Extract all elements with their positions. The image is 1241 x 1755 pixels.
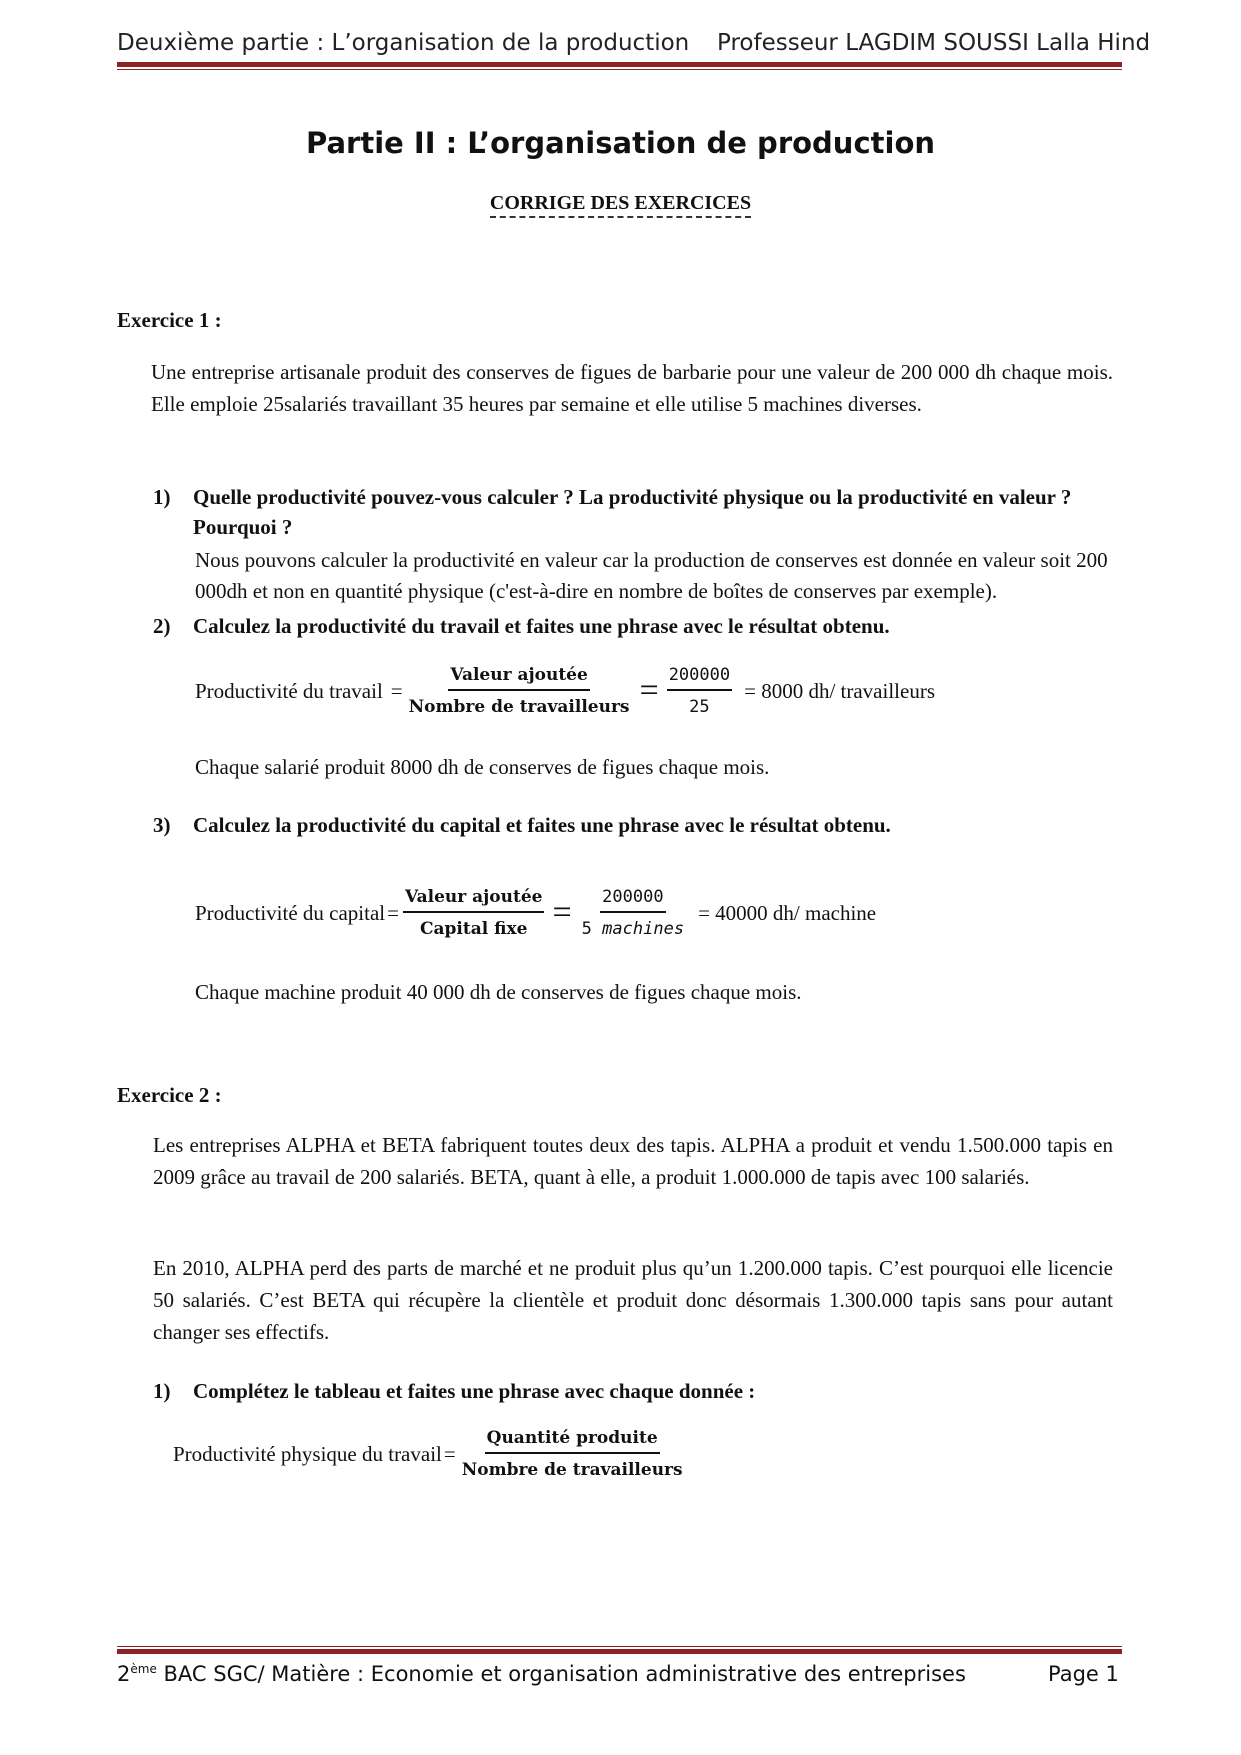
exercise-2-question-1 [153, 1376, 1143, 1406]
fraction-denominator [580, 913, 686, 939]
formula-labour-productivity [195, 665, 935, 717]
formula-label: Productivité physique du travail [173, 1441, 442, 1466]
equals-sign: = [390, 678, 403, 703]
fraction-numerator: Valeur ajoutée [448, 665, 590, 691]
footer-rule-thin [117, 1646, 1122, 1647]
exercise-2-paragraph-1: Les entreprises ALPHA et BETA fabriquent toutes deux des tapis. ALPHA a produit et vendu 1.500.000 tapis en 2009 grâce au travail de 200 salariés. BETA, quant à elle, a produit 1.000.000 de tapis avec 100 salariés. [153, 1133, 1113, 1189]
footer-course [117, 1662, 966, 1686]
question-text: Quelle productivité pouvez-vous calculer ? La productivité physique ou la productivité en valeur ? Pourquoi ? [193, 485, 1072, 539]
question-number: 1) [153, 1379, 171, 1403]
equals-sign: = [639, 672, 659, 709]
exercise-1-answer-2: Chaque salarié produit 8000 dh de conserves de figues chaque mois. [195, 755, 770, 779]
question-text: Complétez le tableau et faites une phrase avec chaque donnée : [193, 1379, 756, 1403]
page-subtitle [0, 192, 1241, 215]
formula-result: = 8000 dh/ travailleurs [744, 678, 935, 703]
fraction-quantity-per-worker [460, 1428, 685, 1480]
exercise-2-heading: Exercice 2 : [117, 1083, 222, 1107]
exercise-1-question-2 [153, 611, 1143, 641]
subtitle-text: CORRIGE DES EXERCICES [490, 192, 751, 218]
header-rule-thin [117, 69, 1122, 70]
exercise-1-statement: Une entreprise artisanale produit des conserves de figues de barbarie pour une valeur de 200 000 dh chaque mois. Elle emploie 25salariés travaillant 35 heures par semaine et elle utilise 5 machines diverses. [151, 360, 1113, 416]
fraction-denominator: Nombre de travailleurs [461, 1460, 683, 1480]
formula-physical-productivity [173, 1428, 689, 1480]
footer-level: 2 [117, 1662, 131, 1686]
question-text: Calculez la productivité du travail et faites une phrase avec le résultat obtenu. [193, 614, 890, 638]
exercise-1-answer-1: Nous pouvons calculer la productivité en valeur car la production de conserves est donnée en valeur soit 200 000dh et non en quantité physique (c'est-à-dire en nombre de boîtes de conserves par exemple). [195, 548, 1108, 603]
fraction-numerator: Valeur ajoutée [403, 887, 545, 913]
fraction-value-added-per-capital [403, 887, 545, 939]
header-rule [117, 62, 1122, 67]
formula-capital-productivity [195, 887, 876, 939]
footer-level-suffix: ème [130, 1662, 157, 1676]
machine-unit: machines [602, 919, 685, 939]
fraction-numerator: 200000 [667, 665, 732, 691]
footer-rule [117, 1649, 1122, 1654]
fraction-numerator: 200000 [600, 887, 665, 913]
fraction-denominator: 25 [689, 697, 710, 717]
question-number: 3) [153, 813, 171, 837]
machine-count: 5 [581, 919, 592, 939]
exercise-1-answer-3: Chaque machine produit 40 000 dh de conserves de figues chaque mois. [195, 980, 802, 1004]
question-number: 2) [153, 614, 171, 638]
formula-label: Productivité du travail [195, 678, 383, 703]
equals-sign: = [552, 894, 572, 931]
exercise-1-question-3 [153, 810, 1143, 840]
formula-result: = 40000 dh/ machine [698, 900, 877, 925]
fraction-denominator: Capital fixe [420, 919, 528, 939]
footer-text: BAC SGC/ Matière : Economie et organisation administrative des entreprises [156, 1662, 966, 1686]
equals-sign: = [443, 1441, 456, 1466]
equals-sign: = [387, 900, 399, 925]
fraction-value-added-per-worker [407, 665, 632, 717]
fraction-numerator: Quantité produite [485, 1428, 660, 1454]
page-number: Page 1 [1048, 1662, 1119, 1686]
formula-label: Productivité du capital [195, 900, 386, 925]
header-left: Deuxième partie : L’organisation de la production [117, 30, 690, 56]
question-number: 1) [153, 485, 171, 509]
exercise-1-heading: Exercice 1 : [117, 308, 222, 332]
question-text: Calculez la productivité du capital et faites une phrase avec le résultat obtenu. [193, 813, 891, 837]
exercise-1-question-1 [153, 482, 1143, 542]
page-title: Partie II : L’organisation de production [305, 126, 936, 160]
fraction-numeric [667, 665, 732, 717]
fraction-numeric [580, 887, 686, 939]
exercise-2-paragraph-2: En 2010, ALPHA perd des parts de marché et ne produit plus qu’un 1.200.000 tapis. C’est pourquoi elle licencie 50 salariés. C’est BETA qui récupère la clientèle et produit donc désormais 1.300.000 tapis sans pour autant changer ses effectifs. [153, 1256, 1113, 1344]
header-right: Professeur LAGDIM SOUSSI Lalla Hind [717, 30, 1151, 56]
fraction-denominator: Nombre de travailleurs [408, 697, 630, 717]
